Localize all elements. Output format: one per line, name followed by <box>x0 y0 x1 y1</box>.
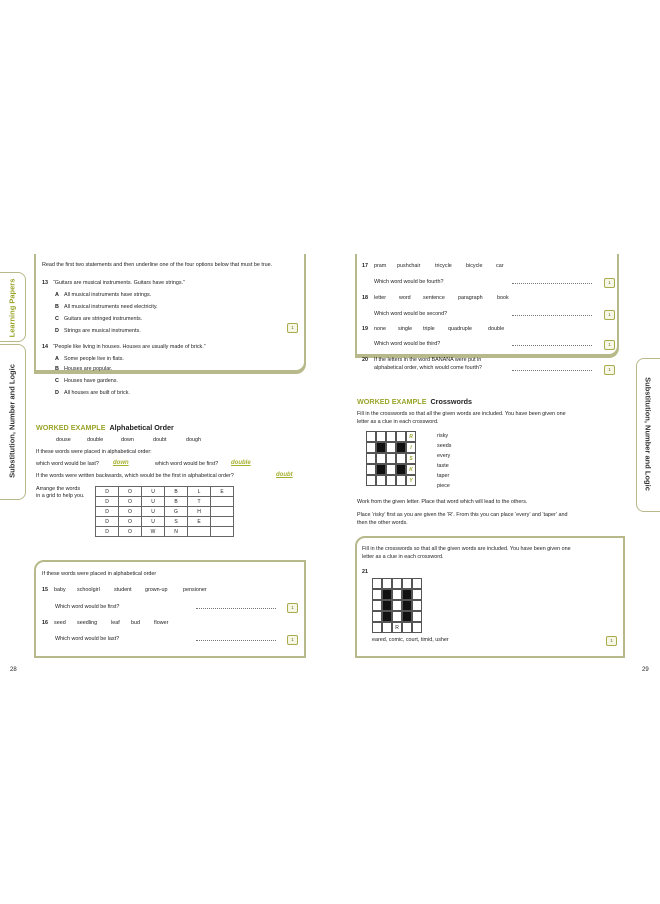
cw-cell[interactable] <box>382 622 392 633</box>
q13-option-text[interactable]: Guitars are stringed instruments. <box>64 316 143 322</box>
cw-cell[interactable] <box>372 622 382 633</box>
cross-intro-2: letter as a clue in each crossword. <box>357 419 439 425</box>
cw-cell-black <box>402 589 412 600</box>
cw-cell-black <box>376 464 386 475</box>
q18-word: word <box>399 295 411 301</box>
worked-example-title: Crosswords <box>430 397 473 406</box>
alpha-line-backwards: If the words were written backwards, which would be the first in alphabetical order? <box>36 473 234 479</box>
grid-cell: N <box>165 527 188 537</box>
alpha-a-first: double <box>231 460 251 466</box>
grid-cell: S <box>165 517 188 527</box>
alpha-grid-row <box>96 517 234 527</box>
q18-word: letter <box>374 295 386 301</box>
q16-question: Which word would be last? <box>55 636 120 642</box>
q13-14-instruction: Read the first two statements and then underline one of the four options below that must be true. <box>42 262 273 268</box>
q14-option-text[interactable]: Houses are popular. <box>64 366 113 372</box>
cw-cell <box>396 431 406 442</box>
alpha-word: double <box>87 437 104 443</box>
cw-cell[interactable] <box>412 622 422 633</box>
q14-option-letter: B <box>55 366 59 372</box>
alpha-word: douse <box>56 437 71 443</box>
cw-cell <box>386 453 396 464</box>
cross-intro-1: Fill in the crosswords so that all the given words are included. You have been given one <box>357 411 566 417</box>
grid-cell: L <box>188 487 211 497</box>
q21-intro-1: Fill in the crosswords so that all the given words are included. You have been given one <box>362 546 571 552</box>
cw-cell <box>366 453 376 464</box>
cw-cell[interactable] <box>382 578 392 589</box>
q17-word: pram <box>374 263 387 269</box>
cw-cell[interactable] <box>402 622 412 633</box>
cw-cell[interactable] <box>392 589 402 600</box>
q20-line2: alphabetical order, which would come fourth? <box>374 365 482 371</box>
q13-option-text[interactable]: Strings are musical instruments. <box>64 328 141 334</box>
alpha-word: down <box>121 437 134 443</box>
worked-example-alpha-heading <box>36 423 174 432</box>
q21-number: 21 <box>362 569 368 575</box>
q15-question: Which word would be first? <box>55 604 120 610</box>
cw-cell-black <box>396 464 406 475</box>
q19-word: single <box>398 326 413 332</box>
cross-word: seeds <box>437 443 452 449</box>
q18-word: sentence <box>423 295 445 301</box>
grid-cell: O <box>119 487 142 497</box>
grid-cell: D <box>96 507 119 517</box>
q15-answer-line[interactable] <box>196 604 276 609</box>
grid-cell: E <box>188 517 211 527</box>
worked-example-label: WORKED EXAMPLE <box>357 397 427 406</box>
cw-cell <box>366 475 376 486</box>
q13-option-letter: A <box>55 292 59 298</box>
substitution-label-left: Substitution, Number and Logic <box>7 364 17 478</box>
q19-word: quadruple <box>448 326 472 332</box>
q21-words: eared, comic, court, timid, usher <box>372 637 449 643</box>
q16-mark-box: 1 <box>287 635 298 645</box>
q17-word: car <box>496 263 504 269</box>
grid-cell: O <box>119 527 142 537</box>
q18-mark-box: 1 <box>604 310 615 320</box>
q20-mark-box: 1 <box>604 365 615 375</box>
cw-cell[interactable] <box>412 589 422 600</box>
grid-cell: B <box>165 497 188 507</box>
cw-cell-black <box>402 611 412 622</box>
q17-number: 17 <box>362 263 368 269</box>
grid-cell: O <box>119 507 142 517</box>
alpha-word: doubt <box>153 437 167 443</box>
alpha-grid <box>95 486 234 537</box>
cw-cell <box>366 431 376 442</box>
alpha-a-backwards: doubt <box>276 472 293 478</box>
substitution-label-right: Substitution, Number and Logic <box>643 377 653 491</box>
questions-13-14-frame <box>34 254 306 374</box>
q16-word: seed <box>54 620 66 626</box>
q14-option-letter: A <box>55 356 59 362</box>
grid-cell: O <box>119 517 142 527</box>
cw-cell <box>366 442 376 453</box>
cw-cell[interactable] <box>392 611 402 622</box>
cross-word: every <box>437 453 451 459</box>
cw-cell <box>376 453 386 464</box>
cw-cell <box>376 431 386 442</box>
alpha-grid-row <box>96 527 234 537</box>
cw-cell: S <box>406 453 416 464</box>
q14-option-text[interactable]: Some people live in flats. <box>64 356 124 362</box>
cw-cell <box>366 464 376 475</box>
q17-word: pushchair <box>397 263 421 269</box>
q14-option-letter: C <box>55 378 59 384</box>
cw-cell-black <box>382 611 392 622</box>
cw-cell[interactable] <box>392 600 402 611</box>
cw-cell: R <box>406 431 416 442</box>
q13-option-text[interactable]: All musical instruments have strings. <box>64 292 152 298</box>
q19-word: triple <box>423 326 435 332</box>
grid-cell: O <box>119 497 142 507</box>
q18-word: book <box>497 295 509 301</box>
q15-word: baby <box>54 587 66 593</box>
worked-example-label: WORKED EXAMPLE <box>36 423 106 432</box>
q13-option-letter: B <box>55 304 59 310</box>
q14-prompt: “People like living in houses. Houses are usually made of brick.” <box>53 344 206 350</box>
q17-mark-box: 1 <box>604 278 615 288</box>
cw-cell[interactable] <box>392 578 402 589</box>
q15-16-intro: If these words were placed in alphabetical order <box>42 571 157 577</box>
grid-cell: T <box>188 497 211 507</box>
q13-number: 13 <box>42 280 48 286</box>
cw-cell-clue[interactable]: R <box>392 622 402 633</box>
alpha-line1: If these words were placed in alphabetical order: <box>36 449 152 455</box>
q14-option-letter: D <box>55 390 59 396</box>
q13-option-letter: D <box>55 328 59 334</box>
q20-number: 20 <box>362 357 368 363</box>
cross-word: taper <box>437 473 450 479</box>
grid-cell: B <box>165 487 188 497</box>
alpha-a-last: down <box>113 460 129 466</box>
grid-cell <box>211 497 234 507</box>
q16-word: flower <box>154 620 169 626</box>
cw-cell[interactable] <box>402 578 412 589</box>
q16-word: bud <box>131 620 140 626</box>
q13-prompt: “Guitars are musical instruments. Guitars have strings.” <box>53 280 185 286</box>
cw-cell-black <box>382 589 392 600</box>
learning-papers-label: Learning Papers <box>7 278 17 338</box>
cross-word: taste <box>437 463 449 469</box>
grid-cell: D <box>96 497 119 507</box>
cw-cell <box>396 453 406 464</box>
q14-number: 14 <box>42 344 48 350</box>
cw-cell[interactable] <box>372 589 382 600</box>
q20-line1: If the letters in the word BANANA were put in <box>374 357 482 363</box>
worked-example-cross-heading <box>357 397 472 406</box>
alpha-grid-row <box>96 507 234 517</box>
alpha-grid-row <box>96 497 234 507</box>
cw-cell-black <box>376 442 386 453</box>
alpha-q-last: which word would be last? <box>36 461 99 467</box>
q17-word: bicycle <box>466 263 483 269</box>
q14-option-text[interactable]: Houses have gardens. <box>64 378 118 384</box>
grid-cell: D <box>96 487 119 497</box>
alpha-grid-row <box>96 487 234 497</box>
grid-cell: U <box>142 497 165 507</box>
q19-number: 19 <box>362 326 368 332</box>
page-number-left: 28 <box>10 667 17 673</box>
grid-cell <box>211 517 234 527</box>
cw-cell: K <box>406 464 416 475</box>
grid-cell <box>211 527 234 537</box>
q21-intro-2: letter as a clue in each crossword. <box>362 554 444 560</box>
q17-question: Which word would be fourth? <box>374 279 444 285</box>
q18-number: 18 <box>362 295 368 301</box>
q13-option-text[interactable]: All musical instruments need electricity. <box>64 304 158 310</box>
q19-word: double <box>488 326 505 332</box>
cw-cell-black <box>382 600 392 611</box>
q15-word: pensioner <box>183 587 207 593</box>
cw-cell[interactable] <box>372 611 382 622</box>
cw-cell <box>376 475 386 486</box>
q17-word: tricycle <box>435 263 452 269</box>
cw-cell <box>386 431 396 442</box>
grid-cell: H <box>188 507 211 517</box>
q15-word: student <box>114 587 132 593</box>
q21-mark-box: 1 <box>606 636 617 646</box>
cross-word: piece <box>437 483 450 489</box>
page-number-right: 29 <box>642 667 649 673</box>
grid-cell: U <box>142 517 165 527</box>
cross-word: risky <box>437 433 449 439</box>
cw-cell[interactable] <box>412 600 422 611</box>
cw-cell <box>386 442 396 453</box>
cw-cell: I <box>406 442 416 453</box>
cw-cell: Y <box>406 475 416 486</box>
grid-cell: E <box>211 487 234 497</box>
grid-cell <box>211 507 234 517</box>
cw-cell[interactable] <box>412 578 422 589</box>
cw-cell <box>386 464 396 475</box>
cross-work-2: Place ‘risky’ first as you are given the ‘R’. From this you can place ‘every’ and ‘taper’ and <box>357 512 568 518</box>
q15-word: schoolgirl <box>77 587 100 593</box>
q18-question: Which word would be second? <box>374 311 448 317</box>
grid-cell: G <box>165 507 188 517</box>
q14-option-text[interactable]: All houses are built of brick. <box>64 390 130 396</box>
alpha-arrange-2: in a grid to help you. <box>36 493 85 499</box>
q19-question: Which word would be third? <box>374 341 441 347</box>
q16-word: leaf <box>111 620 120 626</box>
alpha-arrange-1: Arrange the words <box>36 486 81 492</box>
grid-cell: U <box>142 507 165 517</box>
q18-word: paragraph <box>458 295 483 301</box>
q20-answer-line[interactable] <box>512 366 592 371</box>
alpha-q-first: which word would be first? <box>155 461 219 467</box>
grid-cell: W <box>142 527 165 537</box>
cross-work-1: Work from the given letter. Place that word which will lead to the others. <box>357 499 528 505</box>
cw-cell[interactable] <box>372 578 382 589</box>
q13-mark-box: 1 <box>287 323 298 333</box>
alpha-word: dough <box>186 437 201 443</box>
q16-number: 16 <box>42 620 48 626</box>
q19-word: none <box>374 326 386 332</box>
q16-answer-line[interactable] <box>196 636 276 641</box>
grid-cell: D <box>96 517 119 527</box>
q15-word: grown-up <box>145 587 168 593</box>
cross-work-3: then the other words. <box>357 520 408 526</box>
grid-cell: U <box>142 487 165 497</box>
cw-cell[interactable] <box>412 611 422 622</box>
grid-cell <box>188 527 211 537</box>
q15-mark-box: 1 <box>287 603 298 613</box>
worked-example-title: Alphabetical Order <box>109 423 174 432</box>
cw-cell-black <box>402 600 412 611</box>
q13-option-letter: C <box>55 316 59 322</box>
grid-cell: D <box>96 527 119 537</box>
cw-cell <box>386 475 396 486</box>
cw-cell-black <box>396 442 406 453</box>
cw-cell <box>396 475 406 486</box>
q19-answer-line[interactable] <box>512 341 592 346</box>
q16-word: seedling <box>77 620 98 626</box>
cw-cell[interactable] <box>372 600 382 611</box>
q15-number: 15 <box>42 587 48 593</box>
q19-mark-box: 1 <box>604 340 615 350</box>
